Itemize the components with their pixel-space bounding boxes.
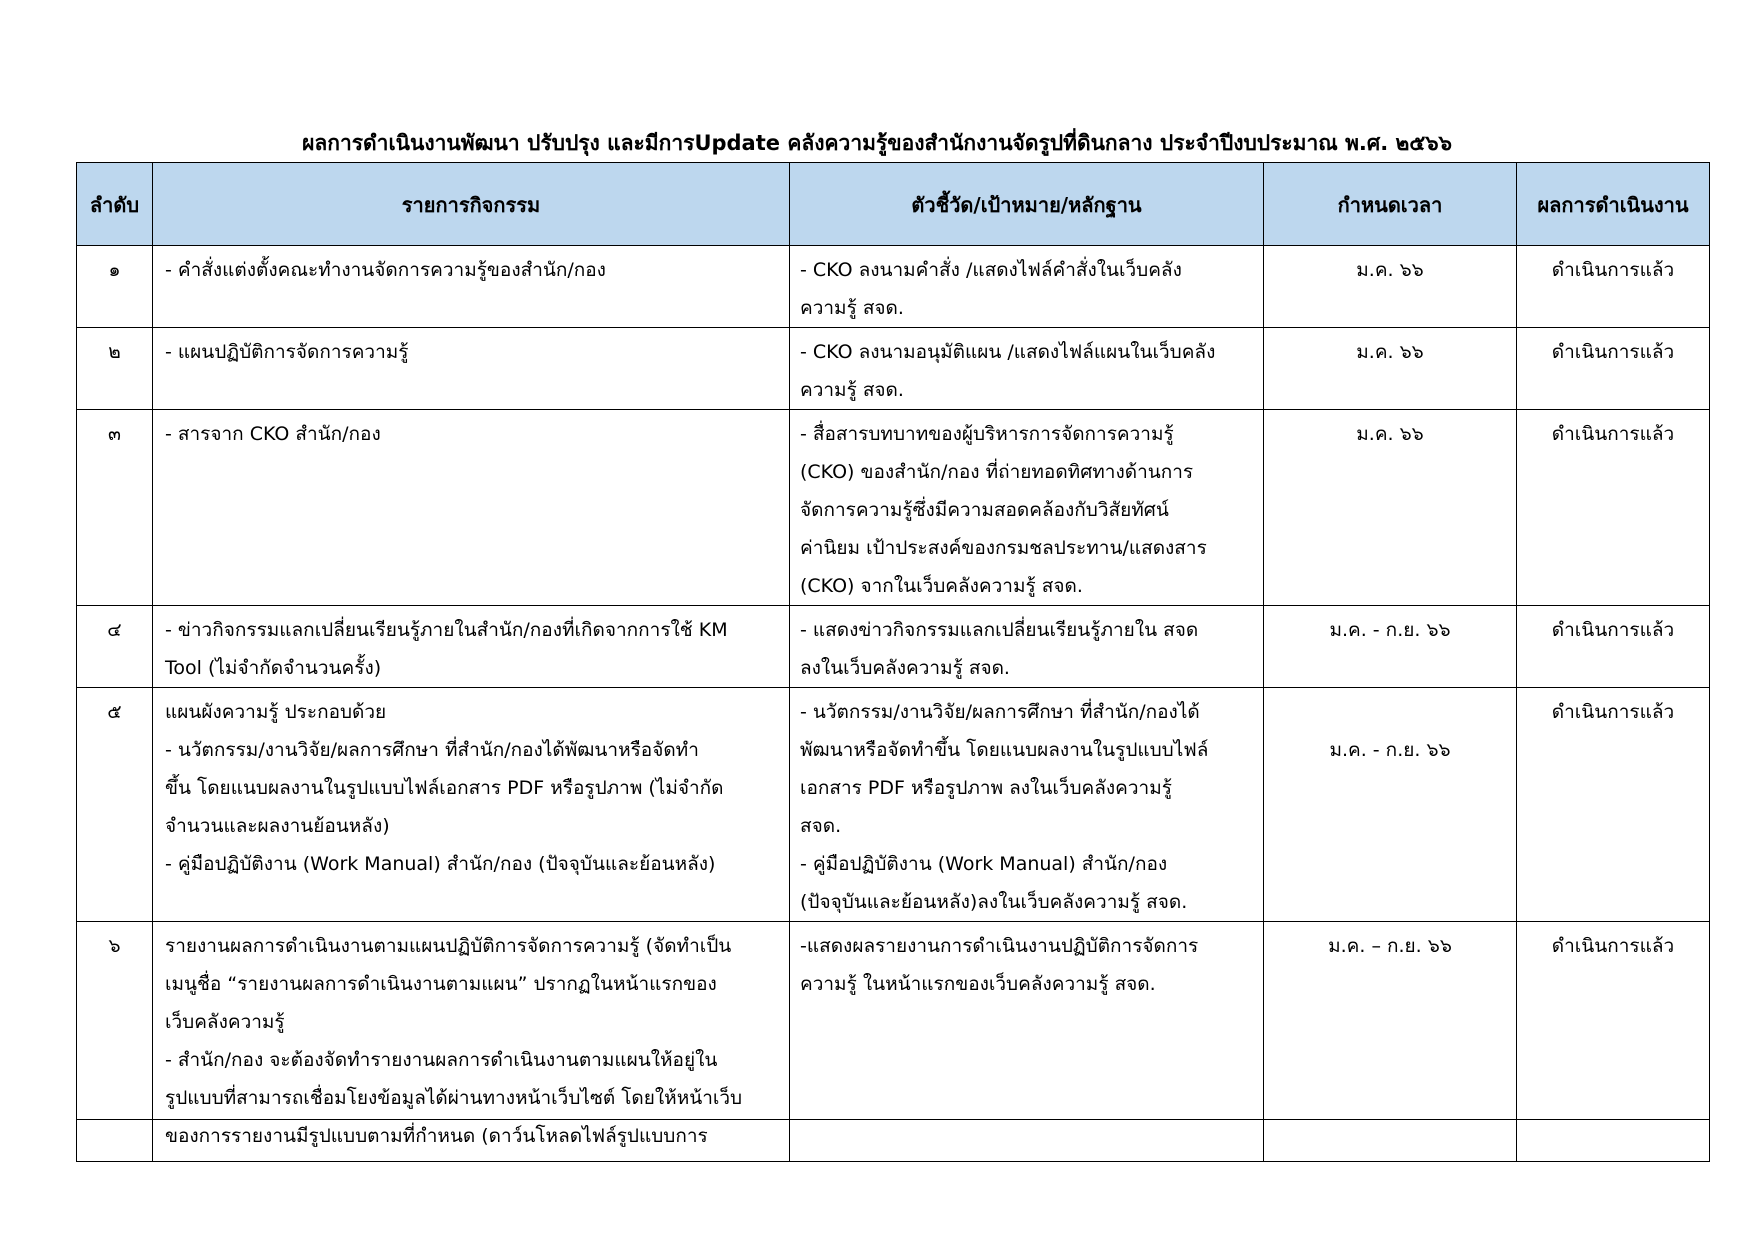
result-cell: ดำเนินการแล้ว <box>1517 606 1710 688</box>
header-no: ลำดับ <box>77 163 153 246</box>
indicator-cell <box>790 410 1264 606</box>
indicator-line: สจด. <box>800 815 842 837</box>
period-cell: ม.ค. ๖๖ <box>1264 246 1517 328</box>
activity-cell <box>153 328 790 410</box>
activity-cell <box>153 246 790 328</box>
indicator-line: - แสดงข่าวกิจกรรมแลกเปลี่ยนเรียนรู้ภายใน สจด <box>800 619 1199 641</box>
activity-line: - คำสั่งแต่งตั้งคณะทำงานจัดการความรู้ของสำนัก/กอง <box>165 259 606 281</box>
document-title: ผลการดำเนินงานพัฒนา ปรับปรุง และมีการUpdate คลังความรู้ของสำนักงานจัดรูปที่ดินกลาง ประจำปีงบประมาณ พ.ศ. ๒๕๖๖ <box>302 131 1452 155</box>
activity-line: เมนูชื่อ “รายงานผลการดำเนินงานตามแผน” ปรากฏในหน้าแรกของ <box>165 973 717 995</box>
indicator-line: - นวัตกรรม/งานวิจัย/ผลการศึกษา ที่สำนัก/กองได้ <box>800 701 1200 723</box>
row-number: ๕ <box>77 688 153 922</box>
indicator-cell <box>790 328 1264 410</box>
period-cell: ม.ค. ๖๖ <box>1264 410 1517 606</box>
period-text: ม.ค. - ก.ย. ๖๖ <box>1329 739 1451 761</box>
indicator-line: - สื่อสารบทบาทของผู้บริหารการจัดการความรู้ <box>800 423 1174 445</box>
table-row <box>77 246 1710 328</box>
activity-line: ขึ้น โดยแนบผลงานในรูปแบบไฟล์เอกสาร PDF หรือรูปภาพ (ไม่จำกัด <box>165 777 724 799</box>
table-row <box>77 688 1710 922</box>
indicator-line: ลงในเว็บคลังความรู้ สจด. <box>800 657 1010 679</box>
period-cell: ม.ค. - ก.ย. ๖๖ <box>1264 606 1517 688</box>
indicator-line: พัฒนาหรือจัดทำขึ้น โดยแนบผลงานในรูปแบบไฟล์ <box>800 739 1209 761</box>
result-cell: ดำเนินการแล้ว <box>1517 410 1710 606</box>
indicator-cell <box>790 688 1264 922</box>
indicator-line: เอกสาร PDF หรือรูปภาพ ลงในเว็บคลังความรู้ <box>800 777 1172 799</box>
activity-line: เว็บคลังความรู้ <box>165 1011 285 1033</box>
indicator-line: ความรู้ สจด. <box>800 297 904 319</box>
table-row <box>77 328 1710 410</box>
activity-line: - ข่าวกิจกรรมแลกเปลี่ยนเรียนรู้ภายในสำนัก/กองที่เกิดจากการใช้ KM <box>165 619 728 641</box>
indicator-line: -แสดงผลรายงานการดำเนินงานปฏิบัติการจัดการ <box>800 935 1199 957</box>
activity-cell <box>153 606 790 688</box>
activity-line: - แผนปฏิบัติการจัดการความรู้ <box>165 341 409 363</box>
activity-line: รูปแบบที่สามารถเชื่อมโยงข้อมูลได้ผ่านทางหน้าเว็บไซต์ โดยให้หน้าเว็บ <box>165 1087 743 1109</box>
row-number: ๓ <box>77 410 153 606</box>
indicator-line: - CKO ลงนามอนุมัติแผน /แสดงไฟล์แผนในเว็บคลัง <box>800 341 1216 363</box>
header-period: กำหนดเวลา <box>1264 163 1517 246</box>
result-cell: ดำเนินการแล้ว <box>1517 328 1710 410</box>
table-row <box>77 606 1710 688</box>
indicator-line: จัดการความรู้ซึ่งมีความสอดคล้องกับวิสัยทัศน์ <box>800 499 1169 521</box>
activity-line: - นวัตกรรม/งานวิจัย/ผลการศึกษา ที่สำนัก/กองได้พัฒนาหรือจัดทำ <box>165 739 699 761</box>
result-cell: ดำเนินการแล้ว <box>1517 688 1710 922</box>
indicator-line: ความรู้ ในหน้าแรกของเว็บคลังความรู้ สจด. <box>800 973 1156 995</box>
period-cell: ม.ค. – ก.ย. ๖๖ <box>1264 922 1517 1162</box>
indicator-line: - คู่มือปฏิบัติงาน (Work Manual) สำนัก/กอง <box>800 853 1168 875</box>
activity-line: - สำนัก/กอง จะต้องจัดทำรายงานผลการดำเนินงานตามแผนให้อยู่ใน <box>165 1049 718 1071</box>
results-table-container <box>76 162 1709 1147</box>
row-number: ๔ <box>77 606 153 688</box>
table-row <box>77 922 1710 1162</box>
header-indicator: ตัวชี้วัด/เป้าหมาย/หลักฐาน <box>790 163 1264 246</box>
row-number: ๖ <box>77 922 153 1162</box>
row-number: ๑ <box>77 246 153 328</box>
result-cell: ดำเนินการแล้ว <box>1517 922 1710 1162</box>
row-number: ๒ <box>77 328 153 410</box>
indicator-cell <box>790 922 1264 1162</box>
header-activity: รายการกิจกรรม <box>153 163 790 246</box>
indicator-line: (CKO) จากในเว็บคลังความรู้ สจด. <box>800 575 1083 597</box>
activity-line: - สารจาก CKO สำนัก/กอง <box>165 423 381 445</box>
result-cell: ดำเนินการแล้ว <box>1517 246 1710 328</box>
period-cell <box>1264 688 1517 922</box>
activity-line: ของการรายงานมีรูปแบบตามที่กำหนด (ดาว์นโหลดไฟล์รูปแบบการ <box>165 1125 708 1147</box>
table-row <box>77 410 1710 606</box>
activity-line: รายงานผลการดำเนินงานตามแผนปฏิบัติการจัดการความรู้ (จัดทำเป็น <box>165 935 732 957</box>
indicator-line: - CKO ลงนามคำสั่ง /แสดงไฟล์คำสั่งในเว็บคลัง <box>800 259 1182 281</box>
activity-cell <box>153 922 790 1162</box>
indicator-cell <box>790 246 1264 328</box>
header-result: ผลการดำเนินงาน <box>1517 163 1710 246</box>
indicator-line: (ปัจจุบันและย้อนหลัง)ลงในเว็บคลังความรู้ สจด. <box>800 891 1188 913</box>
indicator-line: ความรู้ สจด. <box>800 379 904 401</box>
indicator-line: (CKO) ของสำนัก/กอง ที่ถ่ายทอดทิศทางด้านการ <box>800 461 1194 483</box>
results-table <box>76 162 1710 1162</box>
activity-cell <box>153 410 790 606</box>
indicator-line: ค่านิยม เป้าประสงค์ของกรมชลประทาน/แสดงสาร <box>800 537 1207 559</box>
activity-line: - คู่มือปฏิบัติงาน (Work Manual) สำนัก/กอง (ปัจจุบันและย้อนหลัง) <box>165 853 716 875</box>
activity-line: จำนวนและผลงานย้อนหลัง) <box>165 815 390 837</box>
activity-line: แผนผังความรู้ ประกอบด้วย <box>165 701 387 723</box>
indicator-cell <box>790 606 1264 688</box>
activity-cell <box>153 688 790 922</box>
activity-line: Tool (ไม่จำกัดจำนวนครั้ง) <box>165 657 382 679</box>
table-header-row <box>77 163 1710 246</box>
period-cell: ม.ค. ๖๖ <box>1264 328 1517 410</box>
